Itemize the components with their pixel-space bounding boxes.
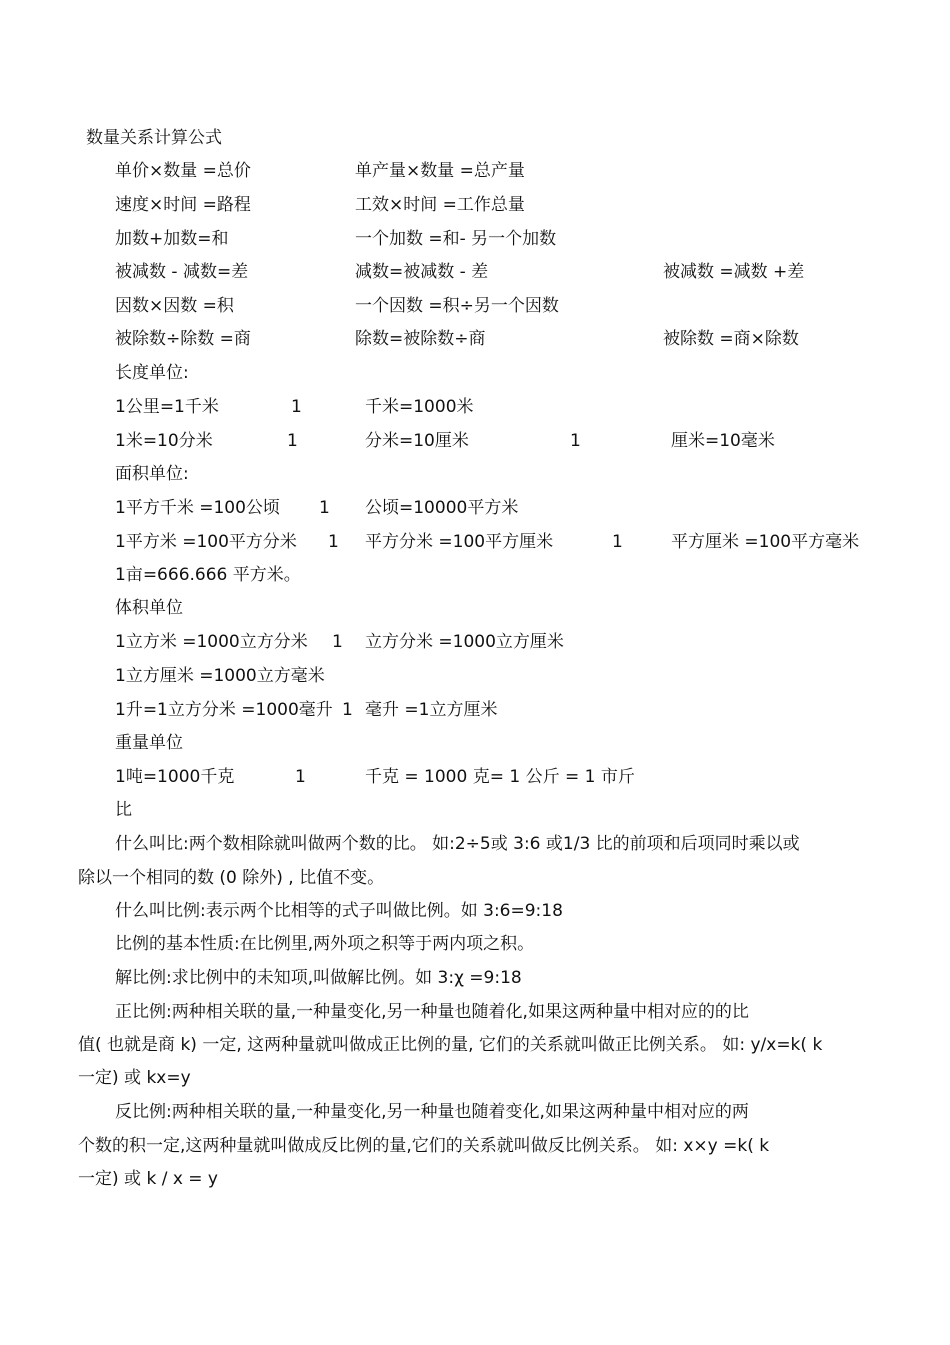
formula-addend: 一个加数 =和- 另一个加数 (355, 229, 557, 249)
ratio-definition-line2: 除以一个相同的数 (0 除外) , 比值不变。 (78, 868, 385, 888)
formula-difference: 被减数 - 减数=差 (115, 262, 249, 282)
formula-subtrahend: 减数=被减数 - 差 (355, 262, 489, 282)
weight-one-marker: 1 (295, 767, 306, 787)
volume-cu-m: 1立方米 =1000立方分米 (115, 632, 308, 652)
formula-minuend: 被减数 =减数 +差 (663, 262, 805, 282)
length-heading: 长度单位: (115, 363, 189, 383)
length-dm: 分米=10厘米 (365, 431, 469, 451)
area-sq-m: 1平方米 =100平方分米 (115, 532, 297, 552)
direct-proportion-line1: 正比例:两种相关联的量,一种量变化,另一种量也随着化,如果这两种量中相对应的的比 (115, 1002, 749, 1022)
volume-cu-dm: 立方分米 =1000立方厘米 (365, 632, 564, 652)
formula-factor: 一个因数 =积÷另一个因数 (355, 296, 559, 316)
formula-divisor: 除数=被除数÷商 (355, 329, 486, 349)
area-heading: 面积单位: (115, 464, 189, 484)
proportion-definition: 什么叫比例:表示两个比相等的式子叫做比例。如 3:6=9:18 (115, 901, 563, 921)
volume-one-marker: 1 (332, 632, 343, 652)
weight-kg: 千克 = 1000 克= 1 公斤 = 1 市斤 (365, 767, 635, 787)
formula-total-output: 单产量×数量 =总产量 (355, 161, 525, 181)
area-mu: 1亩=666.666 平方米。 (115, 565, 301, 585)
inverse-proportion-line1: 反比例:两种相关联的量,一种量变化,另一种量也随着变化,如果这两种量中相对应的两 (115, 1102, 749, 1122)
inverse-proportion-line2: 个数的积一定,这两种量就叫做成反比例的量,它们的关系就叫做反比例关系。 如: x×y =k( k (78, 1136, 770, 1156)
direct-proportion-line2: 值( 也就是商 k) 一定, 这两种量就叫做成正比例的量, 它们的关系就叫做正比例关系。 如: y/x=k( k (78, 1035, 823, 1055)
volume-cu-cm: 1立方厘米 =1000立方毫米 (115, 666, 325, 686)
formula-quotient: 被除数÷除数 =商 (115, 329, 251, 349)
area-sq-dm: 平方分米 =100平方厘米 (365, 532, 554, 552)
formula-total-work: 工效×时间 =工作总量 (355, 195, 525, 215)
length-one-marker: 1 (287, 431, 298, 451)
formula-dividend: 被除数 =商×除数 (663, 329, 799, 349)
solve-proportion: 解比例:求比例中的未知项,叫做解比例。如 3:χ =9:18 (115, 968, 522, 988)
volume-ml: 毫升 =1立方厘米 (365, 700, 498, 720)
page-title: 数量关系计算公式 (86, 128, 222, 148)
area-sq-km: 1平方千米 =100公顷 (115, 498, 280, 518)
length-one-marker: 1 (570, 431, 581, 451)
length-km-m: 千米=1000米 (365, 397, 474, 417)
volume-heading: 体积单位 (115, 598, 183, 618)
area-sq-cm: 平方厘米 =100平方毫米 (671, 532, 860, 552)
length-one-marker: 1 (291, 397, 302, 417)
volume-liter: 1升=1立方分米 =1000毫升 (115, 700, 333, 720)
proportion-property: 比例的基本性质:在比例里,两外项之积等于两内项之积。 (115, 934, 535, 954)
length-m: 1米=10分米 (115, 431, 213, 451)
formula-sum: 加数+加数=和 (115, 229, 229, 249)
ratio-definition-line1: 什么叫比:两个数相除就叫做两个数的比。 如:2÷5或 3:6 或1/3 比的前项和后项同时乘以或 (115, 834, 800, 854)
direct-proportion-line3: 一定) 或 kx=y (78, 1068, 191, 1088)
formula-distance: 速度×时间 =路程 (115, 195, 251, 215)
ratio-heading: 比 (115, 800, 132, 820)
length-km: 1公里=1千米 (115, 397, 219, 417)
length-cm: 厘米=10毫米 (671, 431, 775, 451)
inverse-proportion-line3: 一定) 或 k / x = y (78, 1169, 218, 1189)
area-one-marker: 1 (319, 498, 330, 518)
area-one-marker: 1 (328, 532, 339, 552)
area-one-marker: 1 (612, 532, 623, 552)
area-hectare: 公顷=10000平方米 (365, 498, 519, 518)
weight-heading: 重量单位 (115, 733, 183, 753)
weight-ton: 1吨=1000千克 (115, 767, 235, 787)
formula-product: 因数×因数 =积 (115, 296, 234, 316)
formula-total-price: 单价×数量 =总价 (115, 161, 251, 181)
volume-one-marker: 1 (342, 700, 353, 720)
